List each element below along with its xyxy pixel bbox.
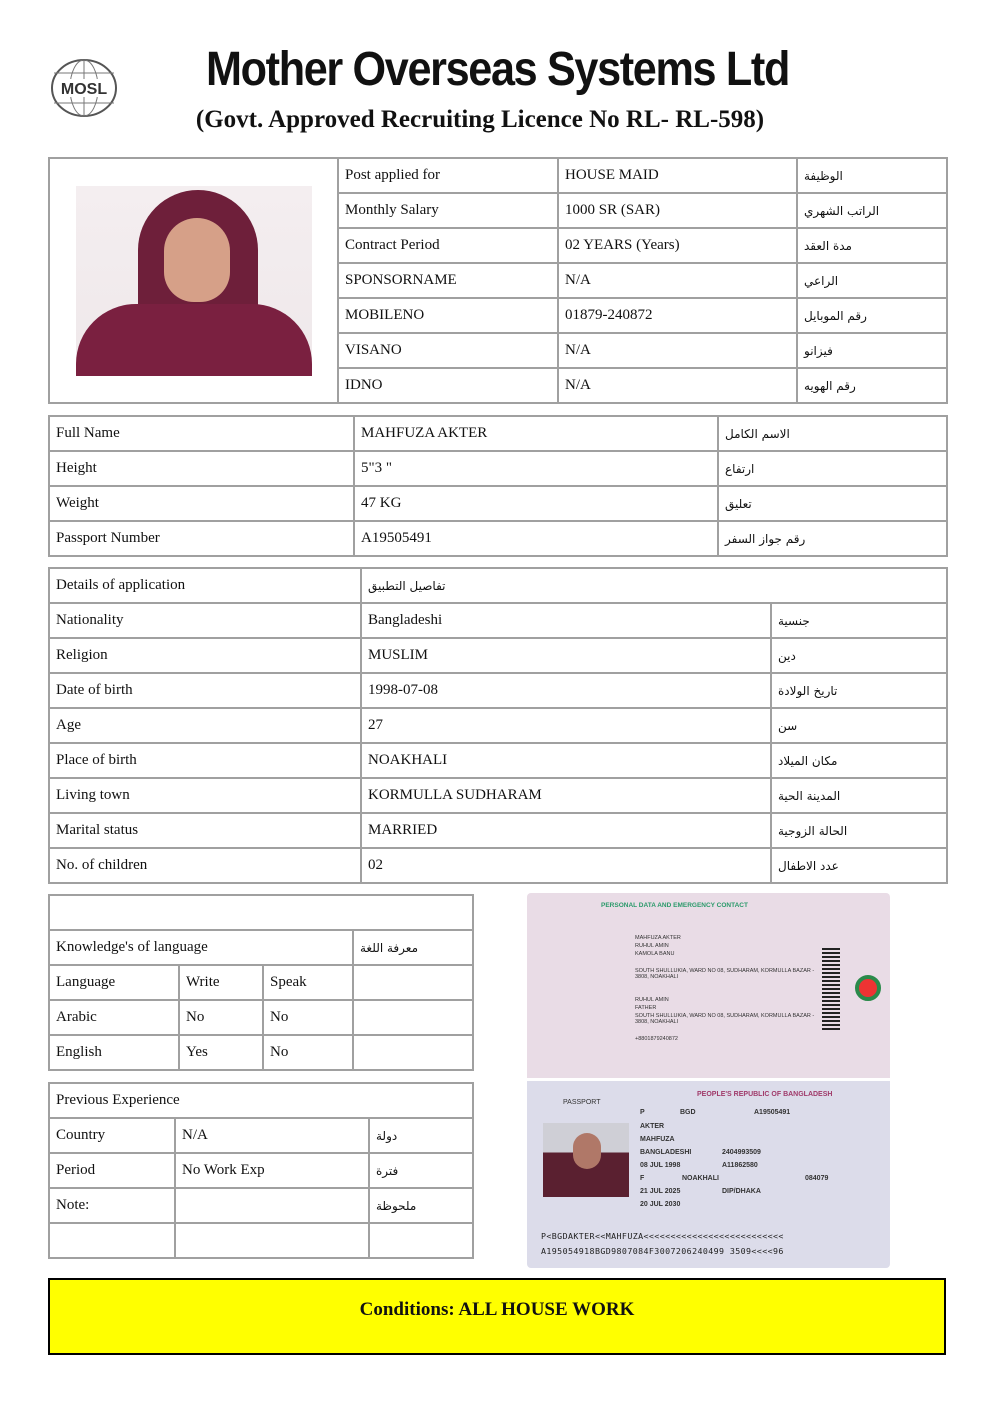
field-value: No Work Exp [175, 1153, 369, 1188]
field-value: NOAKHALI [361, 743, 771, 778]
field-value: MAHFUZA AKTER [354, 416, 718, 451]
field-label-arabic: الراعي [797, 263, 947, 298]
svg-text:MOSL: MOSL [60, 81, 108, 98]
experience-header-row [49, 1083, 473, 1118]
field-label-arabic: الاسم الكامل [718, 416, 947, 451]
field-label: SPONSORNAME [338, 263, 558, 298]
job-table [48, 157, 948, 404]
table-row [49, 813, 947, 848]
table-cell: Arabic [49, 1000, 179, 1035]
field-label: Passport Number [49, 521, 354, 556]
table-row [49, 486, 947, 521]
language-header-row [49, 930, 473, 965]
field-value: 1000 SR (SAR) [558, 193, 797, 228]
table-row [49, 638, 947, 673]
passport-scan-image: PERSONAL DATA AND EMERGENCY CONTACT MAHFUZA AKTER RUHUL AMIN KAMOLA BANU SOUTH SHULLUKIA, WARD NO 08, SUDHARAM, KORMULLA BAZAR - 3808, NOAKHALI RUHUL AMIN FATHER SOUTH SHULLUKIA, WARD NO 08, SUDHARAM, KORMULLA BAZAR - 3808, NOAKHALI +8801879240872 PEOPLE'S REPUBLIC OF BANGLADESH PASSPORT P BGD A19505491 AKTER MAHFUZA BANGLADESHI 2404993509 08 JUL 1998 A11862580 F NOAKHALI 084079 21 JUL 2025 DIP/DHAKA 20 JUL 2030 P<BGDAKTER<<MAHFUZA<<<<<<<<<<<<<<<<<<<<<<<<<< A195054918BGD9807084F3007206240499 3509<<<<96 [527, 893, 890, 1268]
experience-table [48, 1082, 474, 1259]
field-value: 02 YEARS (Years) [558, 228, 797, 263]
column-header-row [49, 965, 473, 1000]
section-label: Previous Experience [49, 1083, 473, 1118]
field-label: Date of birth [49, 673, 361, 708]
field-label: Contract Period [338, 228, 558, 263]
field-label-arabic: جنسية [771, 603, 947, 638]
section-label: Knowledge's of language [49, 930, 353, 965]
field-label-arabic: ملحوظة [369, 1188, 473, 1223]
field-label-arabic: تعليق [718, 486, 947, 521]
table-cell: No [179, 1000, 263, 1035]
field-label-arabic: رقم جواز السفر [718, 521, 947, 556]
table-row [49, 1153, 473, 1188]
field-label: Post applied for [338, 158, 558, 193]
table-row [49, 743, 947, 778]
language-table [48, 894, 474, 1071]
field-label-arabic: دولة [369, 1118, 473, 1153]
field-value: N/A [558, 333, 797, 368]
field-label: Nationality [49, 603, 361, 638]
details-table [48, 567, 948, 884]
field-label-arabic: الراتب الشهري [797, 193, 947, 228]
field-label-arabic: دين [771, 638, 947, 673]
field-value: 01879-240872 [558, 298, 797, 333]
field-label: IDNO [338, 368, 558, 403]
field-label: Age [49, 708, 361, 743]
conditions-box: Conditions: ALL HOUSE WORK [48, 1278, 946, 1355]
section-label-arabic: معرفة اللغة [353, 930, 473, 965]
table-row [49, 778, 947, 813]
field-label: Marital status [49, 813, 361, 848]
column-header: Speak [263, 965, 353, 1000]
field-value: N/A [558, 263, 797, 298]
table-row [49, 451, 947, 486]
company-title: Mother Overseas Systems Ltd [205, 43, 789, 96]
field-label-arabic: تاريخ الولادة [771, 673, 947, 708]
field-value: MUSLIM [361, 638, 771, 673]
column-header: Write [179, 965, 263, 1000]
company-logo [50, 58, 118, 118]
field-value [175, 1188, 369, 1223]
field-value: Bangladeshi [361, 603, 771, 638]
personal-table [48, 415, 948, 557]
field-label-arabic: الوظيفة [797, 158, 947, 193]
barcode-icon [822, 948, 840, 1030]
field-label: Height [49, 451, 354, 486]
field-value: 27 [361, 708, 771, 743]
table-row [49, 848, 947, 883]
section-label-arabic: تفاصيل التطبيق [361, 568, 947, 603]
table-row [49, 1118, 473, 1153]
table-cell: Yes [179, 1035, 263, 1070]
field-label: Period [49, 1153, 175, 1188]
field-label-arabic: فترة [369, 1153, 473, 1188]
passport-photo [543, 1123, 629, 1197]
table-row [49, 158, 947, 193]
field-value: N/A [175, 1118, 369, 1153]
field-value: A19505491 [354, 521, 718, 556]
applicant-photo [76, 186, 312, 376]
licence-subtitle: (Govt. Approved Recruiting Licence No RL- RL-598) [195, 106, 765, 133]
table-cell: English [49, 1035, 179, 1070]
field-value: MARRIED [361, 813, 771, 848]
field-label: Weight [49, 486, 354, 521]
field-label-arabic: مدة العقد [797, 228, 947, 263]
table-cell: No [263, 1000, 353, 1035]
applicant-photo-cell [49, 158, 338, 403]
table-row [49, 1188, 473, 1223]
section-label: Details of application [49, 568, 361, 603]
field-label-arabic: مكان الميلاد [771, 743, 947, 778]
field-label-arabic: ارتفاع [718, 451, 947, 486]
field-label-arabic: المدينة الحية [771, 778, 947, 813]
table-row [49, 521, 947, 556]
field-value: 1998-07-08 [361, 673, 771, 708]
field-label-arabic: عدد الاطفال [771, 848, 947, 883]
field-label: VISANO [338, 333, 558, 368]
field-label: Note: [49, 1188, 175, 1223]
empty-row [49, 895, 473, 930]
bangladesh-emblem-icon [855, 975, 881, 1001]
field-label: Monthly Salary [338, 193, 558, 228]
field-label-arabic: الحالة الزوجية [771, 813, 947, 848]
field-value: HOUSE MAID [558, 158, 797, 193]
field-value: 02 [361, 848, 771, 883]
table-row [49, 603, 947, 638]
field-label: No. of children [49, 848, 361, 883]
field-value: 47 KG [354, 486, 718, 521]
field-label: Full Name [49, 416, 354, 451]
field-label: Country [49, 1118, 175, 1153]
empty-cell [49, 895, 473, 930]
empty-cell [353, 965, 473, 1000]
field-label-arabic: رقم الموبايل [797, 298, 947, 333]
field-label: Living town [49, 778, 361, 813]
field-label: MOBILENO [338, 298, 558, 333]
field-label-arabic: سن [771, 708, 947, 743]
table-cell: No [263, 1035, 353, 1070]
empty-cell [369, 1223, 473, 1258]
empty-cell [49, 1223, 175, 1258]
empty-cell [353, 1000, 473, 1035]
table-row [49, 708, 947, 743]
field-value: KORMULLA SUDHARAM [361, 778, 771, 813]
details-header-row [49, 568, 947, 603]
empty-cell [175, 1223, 369, 1258]
empty-cell [353, 1035, 473, 1070]
field-label: Religion [49, 638, 361, 673]
field-label-arabic: فيزانو [797, 333, 947, 368]
empty-row [49, 1223, 473, 1258]
field-label: Place of birth [49, 743, 361, 778]
table-row [49, 416, 947, 451]
column-header: Language [49, 965, 179, 1000]
table-row [49, 673, 947, 708]
table-row [49, 1000, 473, 1035]
field-label-arabic: رقم الهويه [797, 368, 947, 403]
field-value: 5"3 " [354, 451, 718, 486]
field-value: N/A [558, 368, 797, 403]
table-row [49, 1035, 473, 1070]
